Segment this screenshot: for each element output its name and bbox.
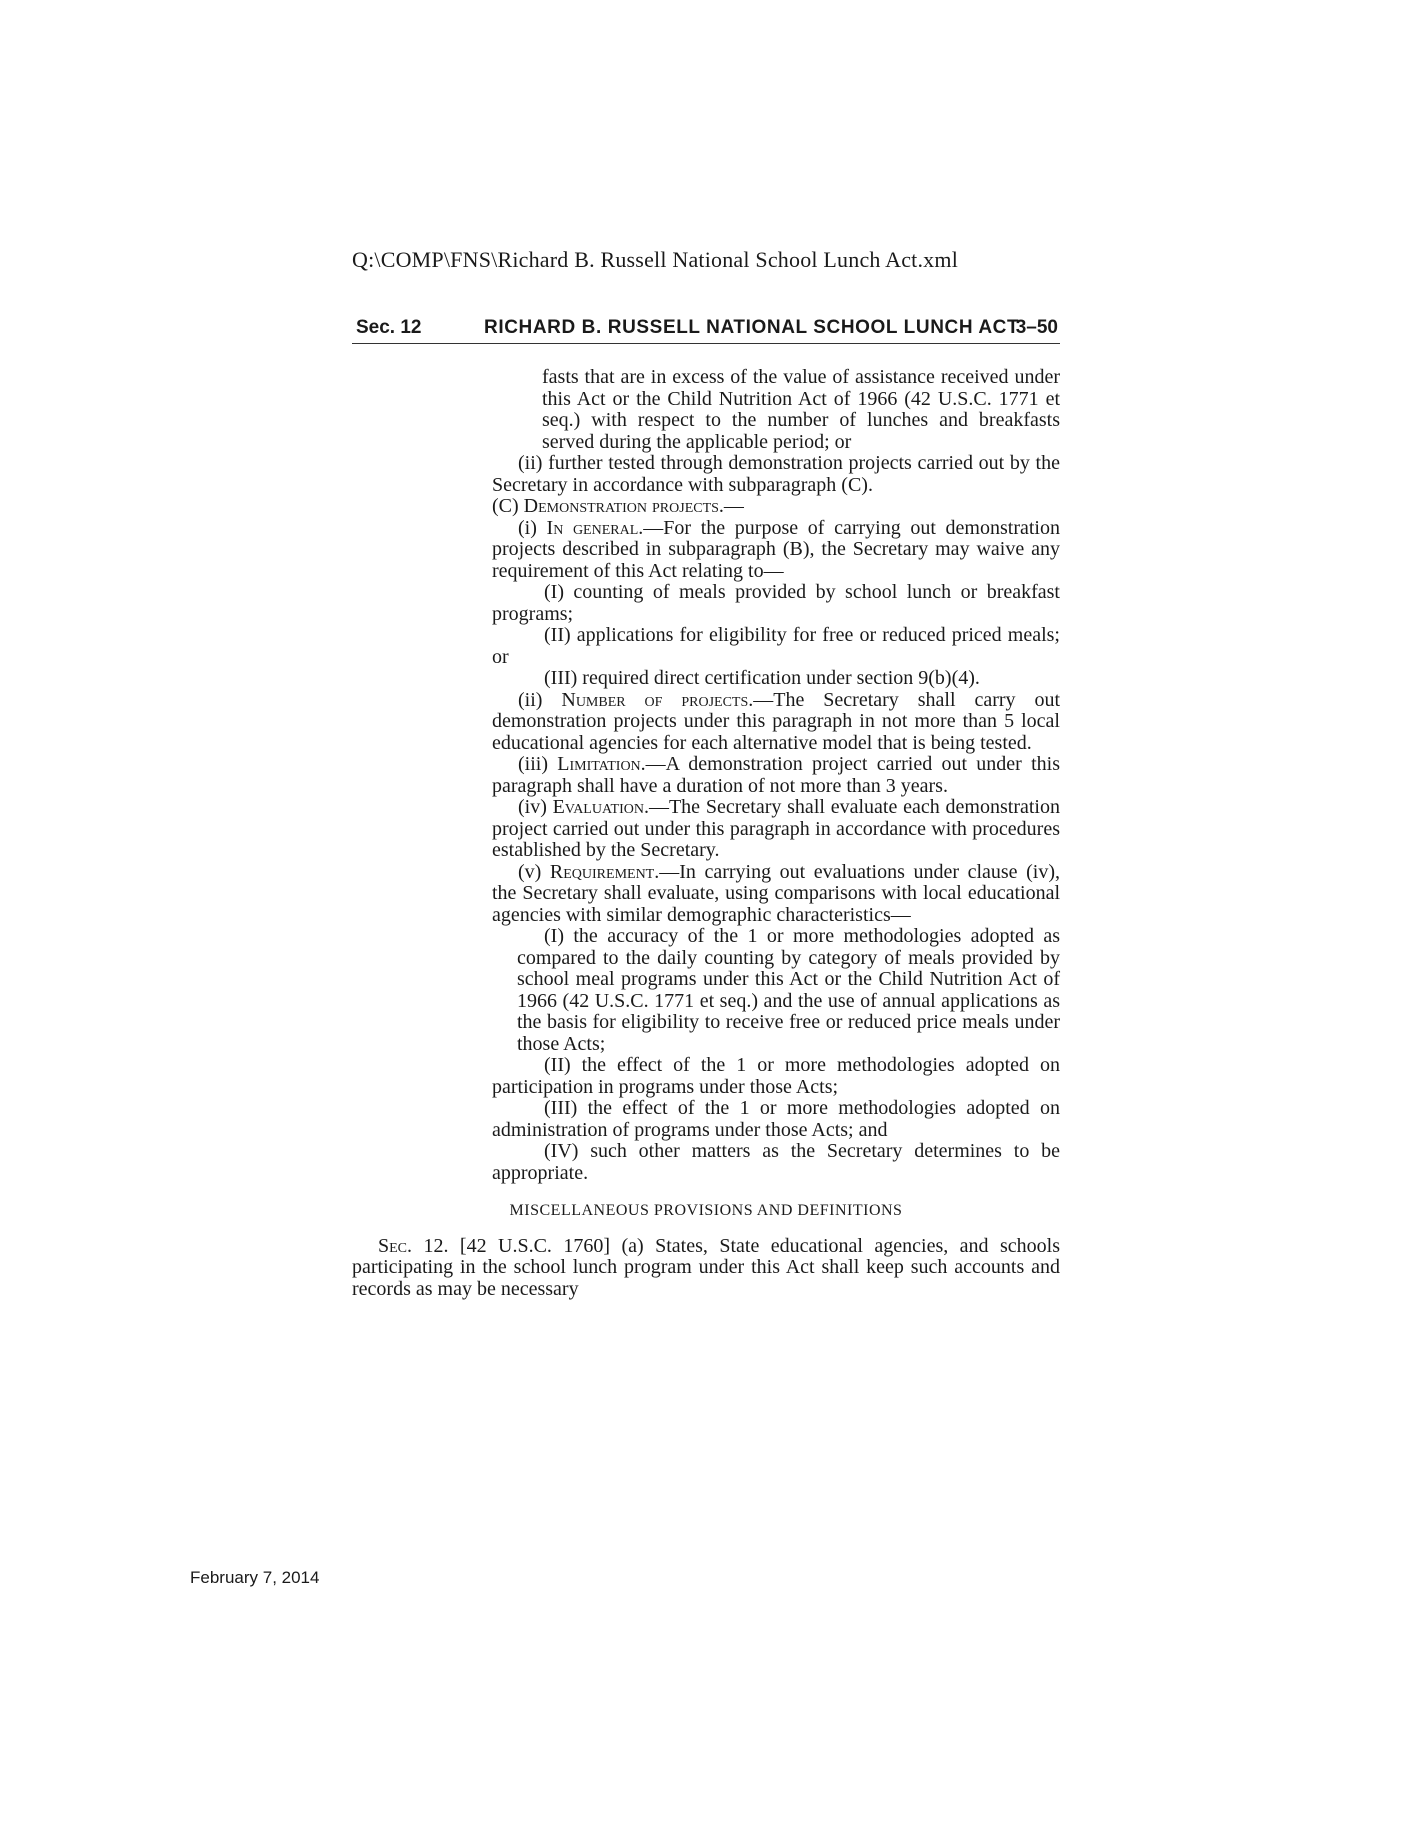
- act-title: RICHARD B. RUSSELL NATIONAL SCHOOL LUNCH ACT: [484, 317, 1020, 338]
- paragraph-section-12: [352, 1236, 1060, 1301]
- section-heading: MISCELLANEOUS PROVISIONS AND DEFINITIONS: [509, 1202, 903, 1219]
- section-text: . 12. [42 U.S.C. 1760] (a) States, State educational agencies, and schools participating in the school lunch program under this Act shall keep such accounts and records as may be necessary: [352, 1234, 1060, 1300]
- clause-label: (v): [518, 860, 550, 883]
- clause-label: (iv): [518, 796, 553, 818]
- file-path: Q:\COMP\FNS\Richard B. Russell National School Lunch Act.xml: [352, 247, 958, 272]
- clause-text: .—In carrying out evaluations under clause (iv), the Secretary shall evaluate, using comparisons with local educational agencies with similar demographic characteristics—: [492, 860, 1060, 926]
- clause-text: .—The Secretary shall carry out demonstration projects under this paragraph in not more than 5 local educational agencies for each alternative model that is being tested.: [492, 688, 1061, 754]
- subparagraph-heading: Demonstration projects: [523, 495, 719, 517]
- paragraph-clause-iii: [492, 754, 1060, 797]
- paragraph-clause-ii-number: [492, 690, 1060, 755]
- clause-label: (i): [518, 516, 547, 539]
- running-head: [352, 317, 1060, 344]
- paragraph-subparagraph-c: [492, 496, 1060, 518]
- paragraph-subclause-IV-other: (IV) such other matters as the Secretary determines to be appropriate.: [492, 1140, 1060, 1184]
- clause-heading: Number of projects: [561, 688, 749, 711]
- paragraph-subclause-III-effect: (III) the effect of the 1 or more methodologies adopted on administration of programs under those Acts; and: [492, 1097, 1060, 1141]
- clause-label: (ii): [518, 688, 562, 711]
- page-body: [352, 367, 1060, 1300]
- paragraph-continuation: fasts that are in excess of the value of assistance received under this Act or the Child Nutrition Act of 1966 (42 U.S.C. 1771 et seq.) with respect to the number of lunches and breakfasts served during the applicable period; or: [542, 366, 1060, 453]
- clause-heading: Limitation: [557, 753, 641, 775]
- subparagraph-tail: .—: [718, 495, 744, 517]
- subparagraph-label: (C): [492, 495, 524, 517]
- paragraph-subclause-I-accuracy: (I) the accuracy of the 1 or more methodologies adopted as compared to the daily counting by category of meals provided by school meal programs under this Act or the Child Nutrition Act of 1966 (42 U.S.C. 1771 et seq.) and the use of annual applications as the basis for eligibility to receive free or reduced price meals under those Acts;: [517, 925, 1060, 1055]
- paragraph-subclause-II-effect: (II) the effect of the 1 or more methodologies adopted on participation in programs under those Acts;: [492, 1054, 1060, 1098]
- section-number: Sec. 12: [356, 317, 422, 338]
- paragraph-subclause-III: (III) required direct certification under section 9(b)(4).: [544, 667, 980, 689]
- paragraph-clause-ii: (ii) further tested through demonstration projects carried out by the Secretary in accordance with subparagraph (C).: [492, 452, 1060, 496]
- page-number: 3–50: [1015, 317, 1058, 338]
- paragraph-subclause-I: (I) counting of meals provided by school lunch or breakfast programs;: [492, 581, 1060, 625]
- clause-heading: Requirement: [549, 860, 655, 883]
- clause-heading: Evaluation: [552, 796, 644, 818]
- paragraph-subclause-II: (II) applications for eligibility for free or reduced priced meals; or: [492, 624, 1060, 668]
- paragraph-clause-v: [492, 862, 1060, 927]
- clause-text: .—The Secretary shall evaluate each demonstration project carried out under this paragraph in accordance with procedures established by the Secretary.: [492, 796, 1060, 861]
- paragraph-clause-i: [492, 518, 1060, 583]
- paragraph-clause-iv: [492, 797, 1060, 862]
- section-label: Sec: [378, 1234, 408, 1257]
- clause-heading: In general: [546, 516, 639, 539]
- clause-text: .—A demonstration project carried out under this paragraph shall have a duration of not more than 3 years.: [492, 753, 1060, 797]
- footer-date: February 7, 2014: [190, 1568, 320, 1587]
- clause-text: .—For the purpose of carrying out demonstration projects described in subparagraph (B), the Secretary may waive any requirement of this Act relating to—: [492, 516, 1060, 582]
- clause-label: (iii): [518, 753, 558, 775]
